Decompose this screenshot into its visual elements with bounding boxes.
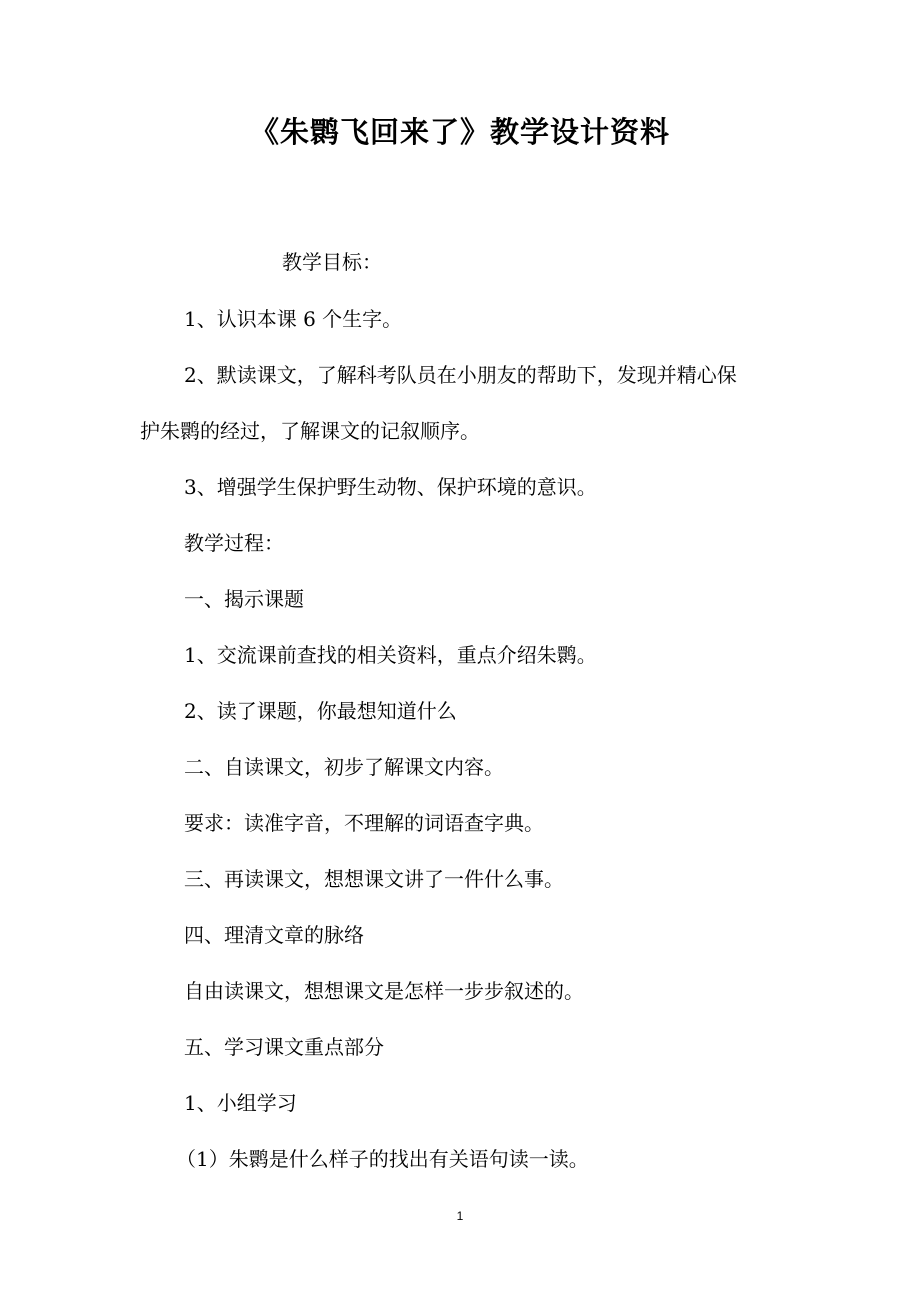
paragraph-section-4-detail: 自由读课文，想想课文是怎样一步步叙述的。 (184, 979, 584, 1003)
paragraph-section-4: 四、理清文章的脉络 (184, 923, 364, 947)
paragraph-section-5: 五、学习课文重点部分 (184, 1035, 384, 1059)
paragraph-section-1-item-2: 2、读了课题，你最想知道什么 (184, 699, 457, 723)
paragraph-section-2: 二、自读课文，初步了解课文内容。 (184, 755, 504, 779)
paragraph-teaching-goals-heading: 教学目标： (282, 250, 382, 274)
paragraph-section-2-requirement: 要求：读准字音，不理解的词语查字典。 (184, 811, 544, 835)
paragraph-section-3: 三、再读课文，想想课文讲了一件什么事。 (184, 867, 564, 891)
paragraph-section-1-item-1: 1、交流课前查找的相关资料，重点介绍朱鹮。 (184, 643, 597, 667)
paragraph-section-1: 一、揭示课题 (184, 587, 304, 611)
paragraph-goal-2-line-2: 护朱鹮的经过，了解课文的记叙顺序。 (140, 419, 480, 443)
paragraph-section-5-item-1: 1、小组学习 (184, 1091, 297, 1115)
paragraph-goal-3: 3、增强学生保护野生动物、保护环境的意识。 (184, 475, 597, 499)
paragraph-process-heading: 教学过程： (184, 531, 284, 555)
document-title: 《朱鹮飞回来了》教学设计资料 (249, 115, 670, 149)
page-number: 1 (456, 1209, 464, 1223)
paragraph-goal-2-line-1: 2、默读课文，了解科考队员在小朋友的帮助下，发现并精心保 (184, 363, 737, 387)
paragraph-section-5-subitem-1: （1）朱鹮是什么样子的找出有关语句读一读。 (176, 1147, 589, 1171)
paragraph-goal-1: 1、认识本课 6 个生字。 (184, 307, 403, 331)
